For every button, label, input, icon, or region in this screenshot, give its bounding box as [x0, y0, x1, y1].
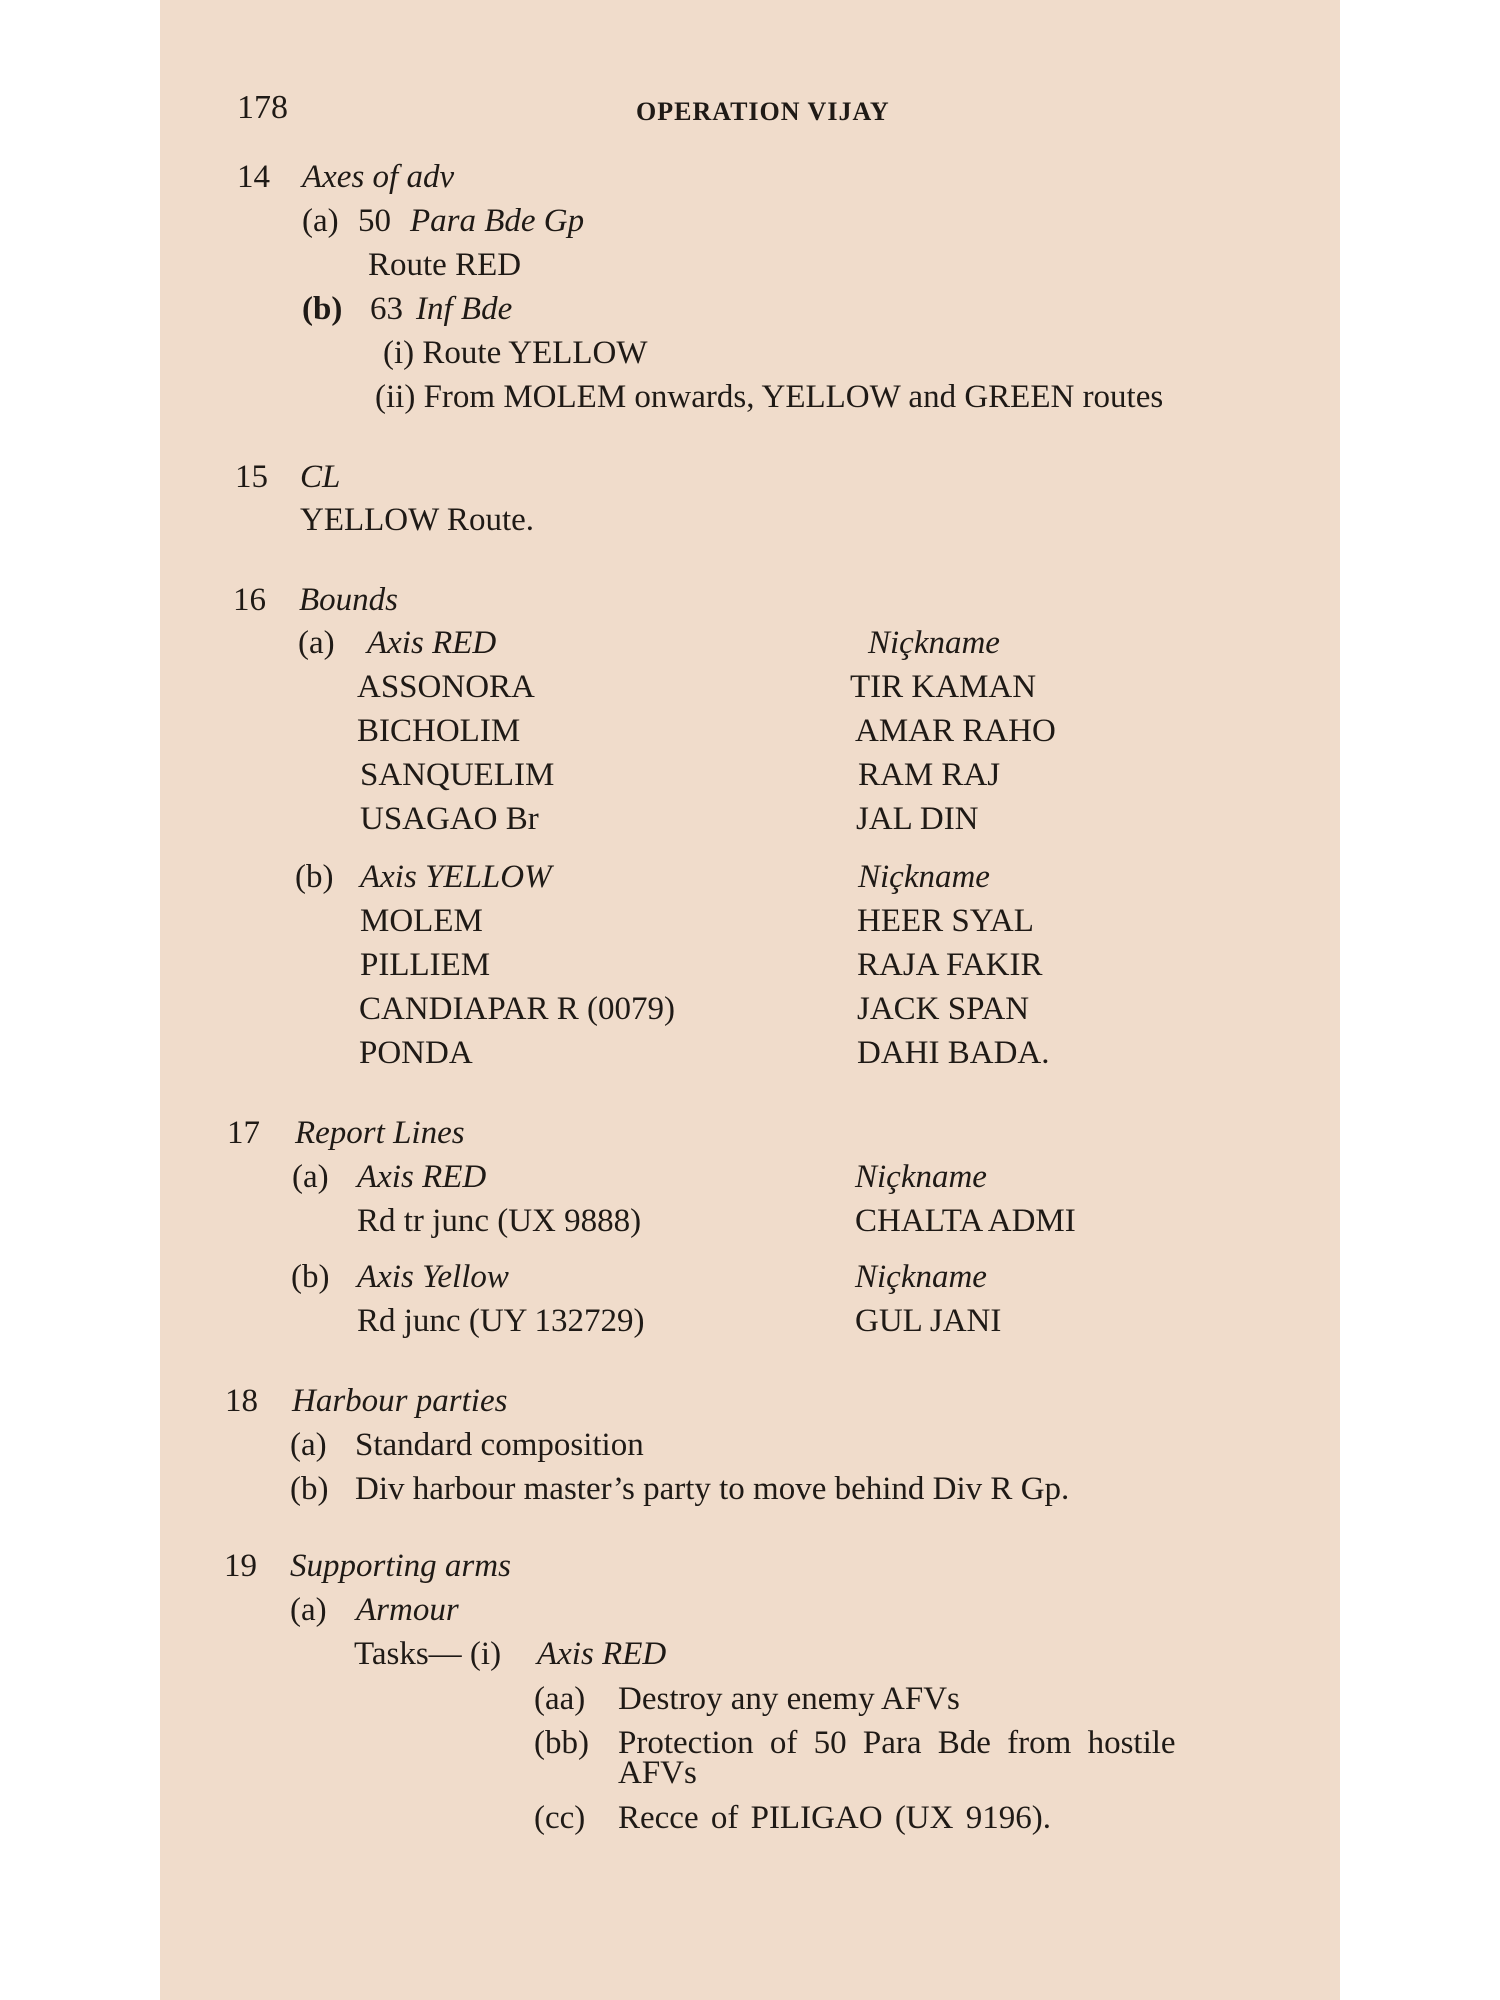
running-title: OPERATION VIJAY	[636, 97, 890, 126]
nickname: JACK SPAN	[857, 991, 1030, 1027]
nickname: AMAR RAHO	[855, 713, 1056, 749]
item-label: (a)	[290, 1592, 327, 1628]
nickname-header: Niçkname	[868, 625, 1000, 661]
section-17-number: 17	[227, 1115, 260, 1151]
section-18-number: 18	[225, 1383, 258, 1419]
subitem-text: Protection of 50 Para Bde from hostile	[618, 1725, 1176, 1761]
item-label: (b)	[291, 1259, 330, 1295]
axis-title: Axis RED	[537, 1636, 667, 1672]
nickname: GUL JANI	[855, 1303, 1002, 1339]
nickname: HEER SYAL	[857, 903, 1034, 939]
section-16-number: 16	[233, 582, 266, 618]
subitem-label: (bb)	[534, 1725, 589, 1761]
item-title: Armour	[356, 1592, 459, 1628]
nickname-header: Niçkname	[855, 1159, 987, 1195]
subitem-text: Recce of PILIGAO (UX 9196).	[618, 1800, 1051, 1836]
nickname: CHALTA ADMI	[855, 1203, 1076, 1239]
section-16-title: Bounds	[299, 582, 398, 618]
item-label: (a)	[290, 1427, 327, 1463]
nickname-header: Niçkname	[855, 1259, 987, 1295]
section-15-title: CL	[300, 459, 341, 495]
place-name: CANDIAPAR R (0079)	[359, 991, 675, 1027]
item-label: (a)	[302, 203, 339, 239]
item-label: (a)	[298, 625, 335, 661]
place-name: ASSONORA	[357, 669, 535, 705]
page-number: 178	[237, 89, 288, 126]
item-text: Div harbour master’s party to move behind Div R Gp.	[355, 1471, 1070, 1507]
section-14-title: Axes of adv	[302, 159, 455, 195]
place-name: MOLEM	[360, 903, 483, 939]
place-name: Rd junc (UY 132729)	[357, 1303, 645, 1339]
axis-title: Axis YELLOW	[360, 859, 552, 895]
section-19-title: Supporting arms	[290, 1548, 511, 1584]
subitem-label: (aa)	[534, 1681, 586, 1717]
nickname: DAHI BADA.	[857, 1035, 1050, 1071]
item-label: (b)	[295, 859, 334, 895]
item-label: (a)	[292, 1159, 329, 1195]
nickname: RAJA FAKIR	[857, 947, 1043, 983]
route-text: (i) Route YELLOW	[383, 335, 648, 371]
unit-name: Inf Bde	[416, 291, 513, 327]
axis-title: Axis RED	[367, 625, 497, 661]
subitem-text-continued: AFVs	[618, 1755, 697, 1791]
unit-number: 63	[370, 291, 403, 327]
route-text: (ii) From MOLEM onwards, YELLOW and GREEN routes	[375, 379, 1164, 415]
section-15-text: YELLOW Route.	[300, 502, 535, 538]
subitem-label: (cc)	[534, 1800, 586, 1836]
section-14-number: 14	[237, 159, 270, 195]
item-label: (b)	[290, 1471, 329, 1507]
route-text: Route RED	[368, 247, 522, 283]
tasks-label: Tasks— (i)	[354, 1636, 502, 1672]
unit-name: Para Bde Gp	[410, 203, 585, 239]
section-18-title: Harbour parties	[292, 1383, 508, 1419]
place-name: Rd tr junc (UX 9888)	[357, 1203, 642, 1239]
section-17-title: Report Lines	[295, 1115, 465, 1151]
place-name: SANQUELIM	[360, 757, 555, 793]
axis-title: Axis Yellow	[357, 1259, 509, 1295]
place-name: USAGAO Br	[360, 801, 539, 837]
place-name: PILLIEM	[360, 947, 491, 983]
subitem-text: Destroy any enemy AFVs	[618, 1681, 960, 1717]
unit-number: 50	[358, 203, 391, 239]
axis-title: Axis RED	[357, 1159, 487, 1195]
nickname: TIR KAMAN	[850, 669, 1037, 705]
nickname: RAM RAJ	[858, 757, 1001, 793]
section-19-number: 19	[224, 1548, 257, 1584]
item-label: (b)	[302, 291, 343, 327]
place-name: BICHOLIM	[357, 713, 521, 749]
nickname-header: Niçkname	[858, 859, 990, 895]
nickname: JAL DIN	[856, 801, 979, 837]
place-name: PONDA	[359, 1035, 473, 1071]
item-text: Standard composition	[355, 1427, 644, 1463]
section-15-number: 15	[235, 459, 268, 495]
